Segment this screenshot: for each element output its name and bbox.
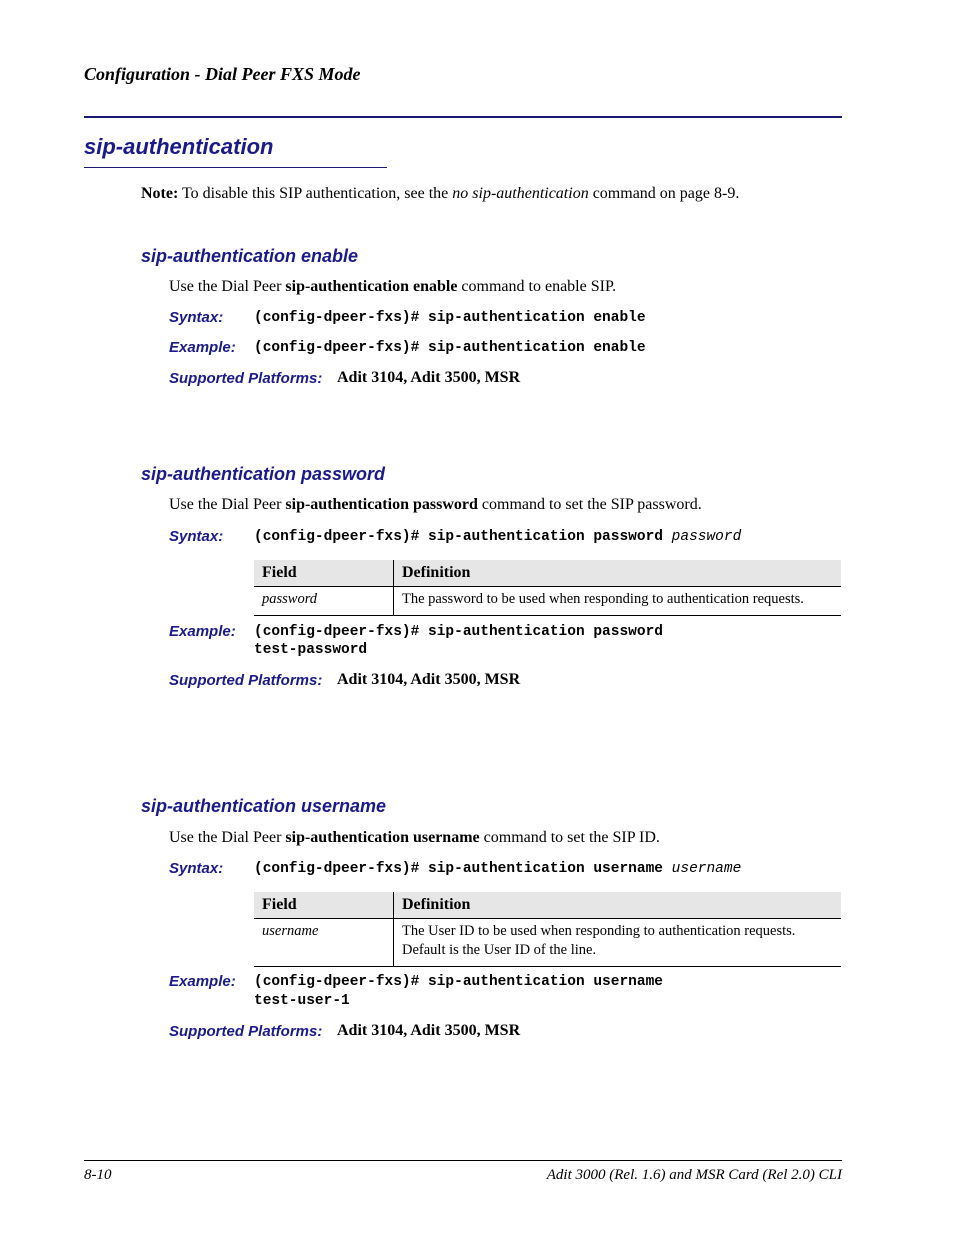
enable-desc-after: command to enable SIP. [457,278,617,295]
password-description [169,496,702,514]
password-desc-before: Use the Dial Peer [169,496,286,513]
enable-syntax-label: Syntax: [169,309,224,326]
table-cell-field [254,919,394,967]
note-text-after: command on page 8-9. [588,185,740,202]
definition-line-2: Default is the User ID of the line. [402,942,597,958]
enable-heading: sip-authentication enable [141,246,359,266]
password-platforms-value: Adit 3104, Adit 3500, MSR [337,671,521,688]
header-rule [84,116,842,118]
footer-rule [84,1160,842,1161]
password-syntax-label: Syntax: [169,528,224,545]
field-name: password [262,591,318,607]
footer-document-title: Adit 3000 (Rel. 1.6) and MSR Card (Rel 2.0) CLI [546,1167,842,1183]
username-syntax-label: Syntax: [169,860,224,877]
username-desc-command: sip-authentication username [285,829,480,846]
note-text-before: To disable this SIP authentication, see the [178,185,453,202]
password-syntax-param: password [671,529,742,545]
enable-syntax-code: (config-dpeer-fxs)# sip-authentication enable [254,310,646,326]
table-header-definition: Definition [394,560,842,587]
section-title: sip-authentication [84,134,274,159]
running-header: Configuration - Dial Peer FXS Mode [84,64,361,84]
table-header-row [254,892,841,919]
note-paragraph [141,185,739,203]
password-syntax-code [254,529,741,545]
table-cell-definition [394,919,842,967]
definition-line-1: The User ID to be used when responding to authentication requests. [402,923,796,939]
table-header-field: Field [254,892,394,919]
table-row [254,919,841,967]
password-heading: sip-authentication password [141,464,386,484]
password-field-table [254,560,841,616]
password-example-label: Example: [169,623,236,640]
password-example-line1: (config-dpeer-fxs)# sip-authentication password [254,624,663,640]
password-platforms-label: Supported Platforms: [169,672,323,689]
page-number: 8-10 [84,1167,112,1183]
note-label: Note: [141,185,179,202]
password-desc-command: sip-authentication password [285,496,478,513]
password-syntax-command: (config-dpeer-fxs)# sip-authentication password [254,529,672,545]
password-desc-after: command to set the SIP password. [477,496,702,513]
table-header-definition: Definition [394,892,842,919]
table-cell-field [254,587,394,616]
table-header-row [254,560,841,587]
table-header-field: Field [254,560,394,587]
password-example-line2: test-password [254,642,368,658]
enable-example-code: (config-dpeer-fxs)# sip-authentication enable [254,340,646,356]
username-example-line2: test-user-1 [254,993,350,1009]
table-row [254,587,841,616]
username-heading: sip-authentication username [141,796,387,816]
enable-desc-command: sip-authentication enable [285,278,458,295]
note-command-reference: no sip-authentication [452,185,589,202]
enable-platforms-value: Adit 3104, Adit 3500, MSR [337,369,521,386]
username-platforms-value: Adit 3104, Adit 3500, MSR [337,1022,521,1039]
table-cell-definition: The password to be used when responding to authentication requests. [394,587,842,616]
field-name: username [262,923,319,939]
username-field-table [254,892,841,967]
username-desc-after: command to set the SIP ID. [479,829,660,846]
enable-example-label: Example: [169,339,236,356]
username-example-label: Example: [169,973,236,990]
section-title-underline [84,167,387,168]
enable-desc-before: Use the Dial Peer [169,278,286,295]
username-example-line1: (config-dpeer-fxs)# sip-authentication username [254,974,663,990]
username-syntax-command: (config-dpeer-fxs)# sip-authentication username [254,861,672,877]
enable-platforms-label: Supported Platforms: [169,370,323,387]
username-platforms-label: Supported Platforms: [169,1023,323,1040]
username-syntax-param: username [671,861,742,877]
username-syntax-code [254,861,741,877]
username-description [169,829,660,847]
enable-description [169,278,616,296]
username-desc-before: Use the Dial Peer [169,829,286,846]
